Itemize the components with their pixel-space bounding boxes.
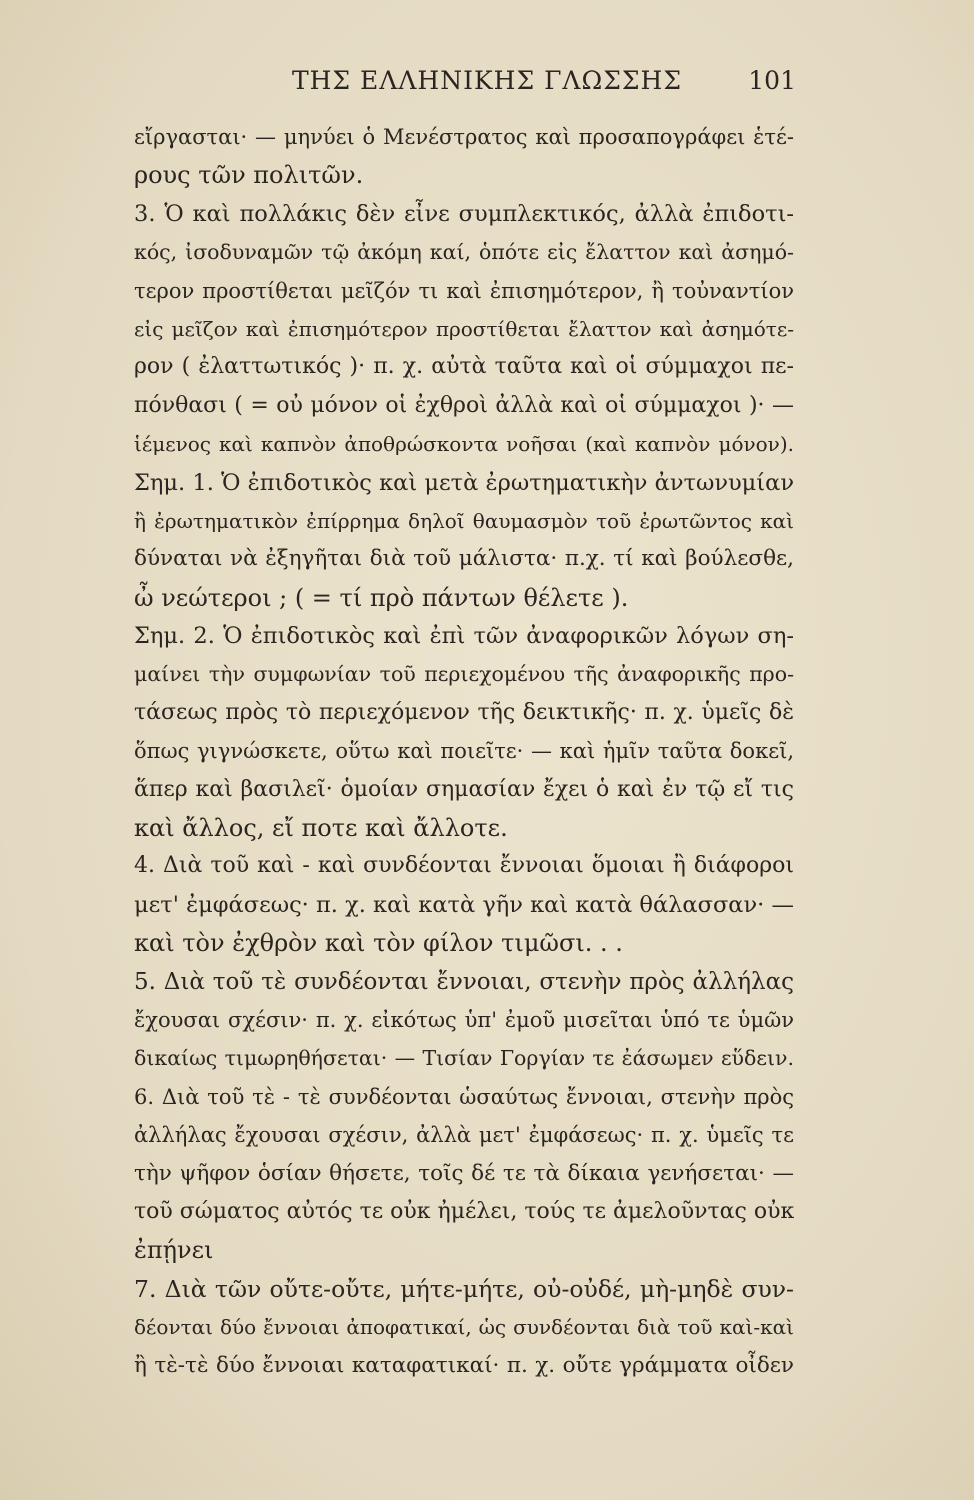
text-line: εἰς μεῖζον καὶ ἐπισημότερον προστίθεται ἔλαττον καὶ ἀσημότε- (134, 316, 794, 341)
text-line: ἢ τὲ-τὲ δύο ἔννοιαι καταφατικαί· π. χ. οὔτε γράμματα οἶδεν (134, 1352, 794, 1378)
text-line: ὅπως γιγνώσκετε, οὕτω καὶ ποιεῖτε· — καὶ ἡμῖν ταῦτα δοκεῖ, (134, 739, 794, 764)
text-line: τάσεως πρὸς τὸ περιεχόμενον τῆς δεικτικῆς· π. χ. ὑμεῖς δὲ (134, 699, 794, 725)
text-line: δέονται δύο ἔννοιαι ἀποφατικαί, ὡς συνδέονται διὰ τοῦ καὶ-καὶ (134, 1315, 794, 1340)
text-line: ἢ ἐρωτηματικὸν ἐπίρρημα δηλοῖ θαυμασμὸν τοῦ ἐρωτῶντος καὶ (134, 508, 794, 533)
page-header (0, 66, 974, 102)
text-line: ἐπῄνει (134, 1236, 214, 1265)
text-line: μετ' ἐμφάσεως· π. χ. καὶ κατὰ γῆν καὶ κατὰ θάλασσαν· — (134, 891, 794, 918)
text-line: ρον ( ἐλαττωτικός )· π. χ. αὐτὰ ταῦτα καὶ οἱ σύμμαχοι πε- (134, 354, 794, 380)
text-line: ἱέμενος καὶ καπνὸν ἀποθρώσκοντα νοῆσαι (καὶ καπνὸν μόνον). (134, 432, 794, 457)
text-line: ἅπερ καὶ βασιλεῖ· ὁμοίαν σημασίαν ἔχει ὁ καὶ ἐν τῷ εἴ τις (134, 776, 794, 802)
text-line: 3. Ὁ καὶ πολλάκις δὲν εἶνε συμπλεκτικός, ἀλλὰ ἐπιδοτι- (134, 200, 794, 227)
text-line: 6. Διὰ τοῦ τὲ - τὲ συνδέονται ὡσαύτως ἔννοιαι, στενὴν πρὸς (134, 1084, 794, 1109)
body-text (134, 118, 794, 1385)
text-line: ὦ νεώτεροι ; ( = τί πρὸ πάντων θέλετε ). (134, 583, 629, 612)
text-line: τοῦ σώματος αὐτός τε οὐκ ἠμέλει, τούς τε ἀμελοῦντας οὐκ (134, 1198, 794, 1224)
text-line: καὶ τὸν ἐχθρὸν καὶ τὸν φίλον τιμῶσι. . . (134, 929, 623, 958)
text-line: καὶ ἄλλος, εἴ ποτε καὶ ἄλλοτε. (134, 814, 508, 843)
text-line: Σημ. 1. Ὁ ἐπιδοτικὸς καὶ μετὰ ἐρωτηματικὴν ἀντωνυμίαν (134, 469, 794, 496)
running-head: ΤΗΣ ΕΛΛΗΝΙΚΗΣ ΓΛΩΣΣΗΣ (291, 66, 683, 95)
text-line: δικαίως τιμωρηθήσεται· — Τισίαν Γοργίαν τε ἐάσωμεν εὕδειν. (134, 1046, 794, 1071)
text-line: εἴργασται· — μηνύει ὁ Μενέστρατος καὶ προσαπογράφει ἑτέ- (134, 125, 794, 149)
text-line: πόνθασι ( = οὐ μόνον οἱ ἐχθροὶ ἀλλὰ καὶ οἱ σύμμαχοι )· — (134, 392, 794, 418)
text-line: Σημ. 2. Ὁ ἐπιδοτικὸς καὶ ἐπὶ τῶν ἀναφορικῶν λόγων ση- (134, 623, 794, 650)
text-line: 7. Διὰ τῶν οὔτε-οὔτε, μήτε-μήτε, οὐ-οὐδέ, μὴ-μηδὲ συν- (134, 1274, 794, 1303)
text-line: μαίνει τὴν συμφωνίαν τοῦ περιεχομένου τῆς ἀναφορικῆς προ- (134, 662, 794, 687)
text-line: ἀλλήλας ἔχουσαι σχέσιν, ἀλλὰ μετ' ἐμφάσεως· π. χ. ὑμεῖς τε (134, 1123, 794, 1148)
text-line: 5. Διὰ τοῦ τὲ συνδέονται ἔννοιαι, στενὴν πρὸς ἀλλήλας (134, 968, 794, 995)
text-line: ρους τῶν πολιτῶν. (134, 161, 364, 190)
text-line: τερον προστίθεται μεῖζόν τι καὶ ἐπισημότερον, ἢ τοὐναντίον (134, 278, 794, 303)
text-line: δύναται νὰ ἐξηγῆται διὰ τοῦ μάλιστα· π.χ. τί καὶ βούλεσθε, (134, 546, 794, 572)
text-line: ἔχουσαι σχέσιν· π. χ. εἰκότως ὑπ' ἐμοῦ μισεῖται ὑπό τε ὑμῶν (134, 1007, 794, 1032)
page-number: 101 (748, 66, 796, 95)
text-line: κός, ἰσοδυναμῶν τῷ ἀκόμη καί, ὁπότε εἰς ἔλαττον καὶ ἀσημό- (134, 240, 794, 265)
text-line: τὴν ψῆφον ὁσίαν θήσετε, τοῖς δέ τε τὰ δίκαια γενήσεται· — (134, 1160, 794, 1186)
text-line: 4. Διὰ τοῦ καὶ - καὶ συνδέονται ἔννοιαι ὅμοιαι ἢ διάφοροι (134, 853, 794, 879)
